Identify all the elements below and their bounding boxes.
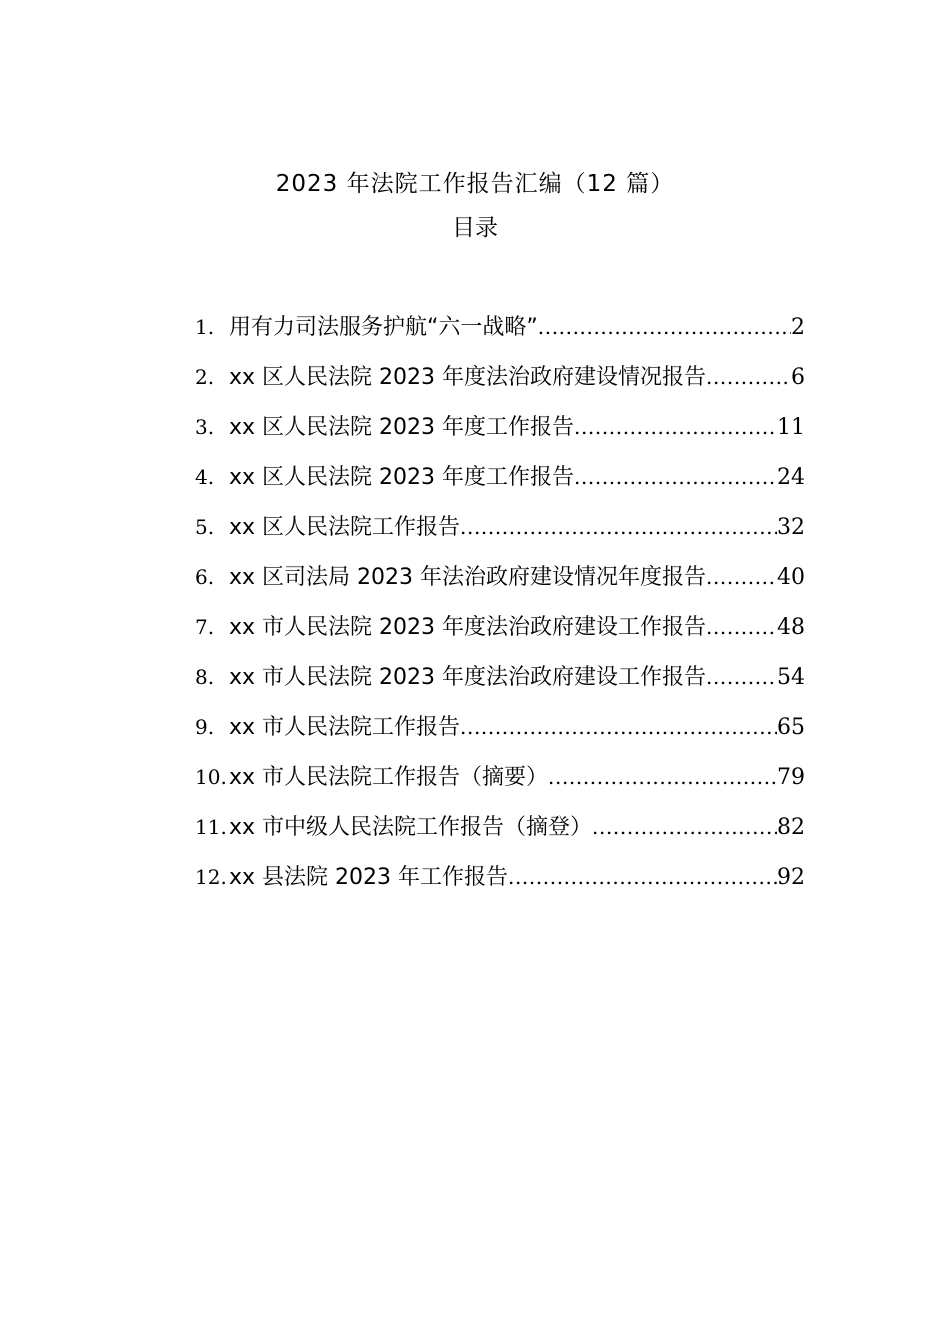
toc-entry-number: 5.: [195, 515, 215, 539]
toc-entry-4[interactable]: [195, 455, 805, 505]
toc-entry-8[interactable]: [195, 655, 805, 705]
toc-entry-title: xx 市人民法院工作报告: [229, 715, 461, 740]
toc-entry-page: 2: [791, 315, 805, 340]
toc-entry-number: 1.: [195, 315, 215, 339]
toc-entry-12[interactable]: [195, 855, 805, 905]
toc-entry-number: 7.: [195, 615, 215, 639]
toc-entry-page: 24: [777, 465, 805, 490]
toc-leader-dots: [508, 855, 777, 899]
toc-entry-title: xx 区人民法院 2023 年度工作报告: [229, 415, 575, 440]
toc-entry-7[interactable]: [195, 605, 805, 655]
toc-entry-3[interactable]: [195, 405, 805, 455]
toc-entry-title: xx 市人民法院 2023 年度法治政府建设工作报告: [229, 665, 707, 690]
toc-heading: 目录: [452, 215, 498, 241]
toc-entry-title: 用有力司法服务护航“六一战略”: [229, 315, 538, 340]
toc-entry-2[interactable]: [195, 355, 805, 405]
toc-entry-number: 12.: [195, 865, 227, 889]
toc-entry-title: xx 市人民法院工作报告（摘要）: [229, 765, 549, 790]
toc-leader-dots: [574, 455, 777, 499]
toc-entry-page: 6: [791, 365, 805, 390]
toc-entry-number: 10.: [195, 765, 227, 789]
toc-entry-title: xx 区人民法院 2023 年度法治政府建设情况报告: [229, 365, 707, 390]
table-of-contents: [195, 305, 805, 905]
toc-entry-title: xx 区人民法院 2023 年度工作报告: [229, 465, 575, 490]
toc-entry-page: 54: [777, 665, 805, 690]
toc-entry-title: xx 市中级人民法院工作报告（摘登）: [229, 815, 593, 840]
toc-leader-dots: [460, 705, 777, 749]
toc-entry-number: 2.: [195, 365, 215, 389]
toc-leader-dots: [706, 355, 791, 399]
toc-entry-number: 6.: [195, 565, 215, 589]
toc-leader-dots: [548, 755, 777, 799]
toc-entry-page: 11: [777, 415, 805, 440]
toc-entry-number: 4.: [195, 465, 215, 489]
document-title: 2023 年法院工作报告汇编（12 篇）: [275, 171, 675, 197]
toc-leader-dots: [538, 305, 791, 349]
toc-entry-page: 32: [777, 515, 805, 540]
toc-entry-1[interactable]: [195, 305, 805, 355]
toc-entry-9[interactable]: [195, 705, 805, 755]
toc-entry-6[interactable]: [195, 555, 805, 605]
toc-entry-title: xx 区人民法院工作报告: [229, 515, 461, 540]
toc-entry-5[interactable]: [195, 505, 805, 555]
toc-leader-dots: [706, 655, 777, 699]
toc-entry-page: 48: [777, 615, 805, 640]
toc-leader-dots: [574, 405, 777, 449]
toc-entry-page: 40: [777, 565, 805, 590]
toc-leader-dots: [460, 505, 777, 549]
toc-entry-10[interactable]: [195, 755, 805, 805]
toc-entry-11[interactable]: [195, 805, 805, 855]
toc-entry-number: 3.: [195, 415, 215, 439]
toc-leader-dots: [592, 805, 777, 849]
toc-entry-title: xx 县法院 2023 年工作报告: [229, 865, 509, 890]
toc-entry-page: 79: [777, 765, 805, 790]
toc-entry-number: 9.: [195, 715, 215, 739]
toc-entry-page: 92: [777, 865, 805, 890]
toc-entry-page: 82: [777, 815, 805, 840]
toc-leader-dots: [706, 605, 777, 649]
toc-entry-title: xx 区司法局 2023 年法治政府建设情况年度报告: [229, 565, 707, 590]
toc-leader-dots: [706, 555, 777, 599]
toc-entry-page: 65: [777, 715, 805, 740]
toc-entry-number: 11.: [195, 815, 227, 839]
toc-entry-number: 8.: [195, 665, 215, 689]
toc-entry-title: xx 市人民法院 2023 年度法治政府建设工作报告: [229, 615, 707, 640]
